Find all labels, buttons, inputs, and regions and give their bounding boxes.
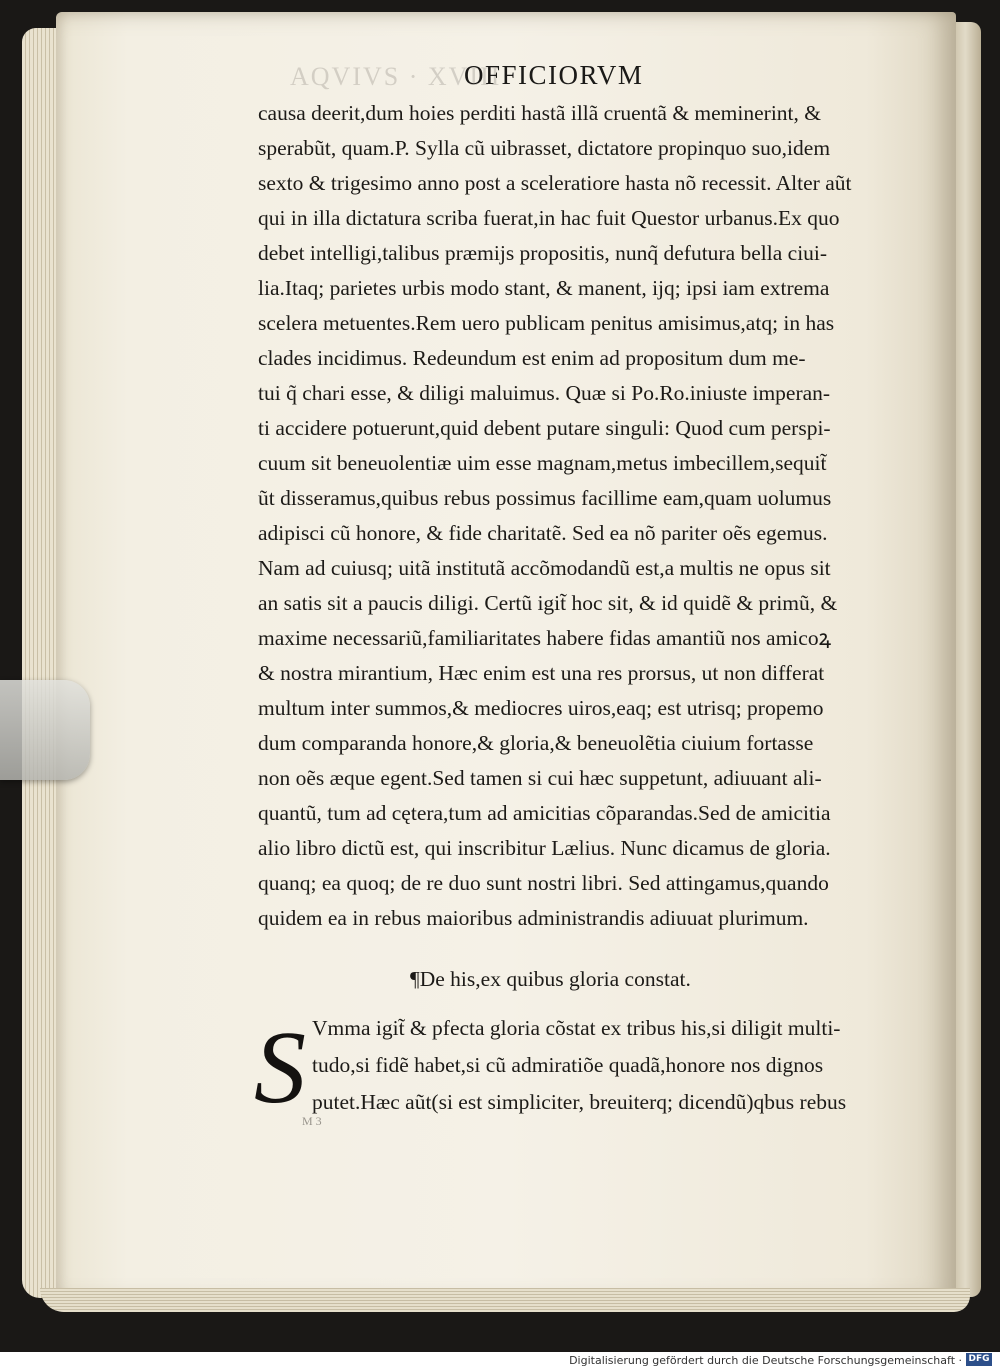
- decorated-initial: S: [254, 1010, 306, 1125]
- text-line: alio libro dictũ est, qui inscribitur Lælius. Nunc dicamus de gloria.: [258, 836, 831, 860]
- text-line: tui q̃ chari esse, & diligi maluimus. Quæ si Po.Ro.iniuste imperan-: [258, 381, 831, 405]
- text-line: quanq; ea quoq; de re duo sunt nostri libri. Sed attingamus,quando: [258, 871, 829, 895]
- text-line: sexto & trigesimo anno post a sceleratiore hasta nõ recessit. Alter aũt: [258, 171, 852, 195]
- text-line: Vmma igit̃ & pfecta gloria cõstat ex tribus his,si diligit multi-: [312, 1016, 841, 1040]
- bleed-through-heading: AQVIVS · XVIII: [290, 62, 502, 91]
- text-line: cuum sit beneuolentiæ uim esse magnam,metus imbecillem,sequit̃: [258, 451, 827, 475]
- body-text: [258, 96, 898, 936]
- text-line: ũt disseramus,quibus rebus possimus facillime eam,quam uolumus: [258, 486, 832, 510]
- text-line: multum inter summos,& mediocres uiros,eaq; est utrisq; propemo: [258, 696, 824, 720]
- text-line: adipisci cũ honore, & fide charitatẽ. Sed ea nõ pariter oẽs egemus.: [258, 521, 828, 545]
- text-line: debet intelligi,talibus præmijs propositis, nunq̃ defutura bella ciui-: [258, 241, 828, 265]
- text-line: qui in illa dictatura scriba fuerat,in hac fuit Questor urbanus.Ex quo: [258, 206, 840, 230]
- text-line: lia.Itaq; parietes urbis modo stant, & manent, ijq; ipsi iam extrema: [258, 276, 830, 300]
- footer-credit: Digitalisierung gefördert durch die Deutsche Forschungsgemeinschaft ·: [569, 1354, 962, 1367]
- text-line: maxime necessariũ,familiaritates habere fidas amantiũ nos amicoꝝ: [258, 626, 832, 650]
- text-line: dum comparanda honore,& gloria,& beneuolẽtia ciuium fortasse: [258, 731, 814, 755]
- section-heading: ¶De his,ex quibus gloria constat.: [410, 967, 691, 991]
- signature-mark: M 3: [302, 1114, 322, 1128]
- page-edge-right: [955, 22, 981, 1297]
- dfg-logo: DFG: [966, 1353, 992, 1366]
- text-line: clades incidimus. Redeundum est enim ad propositum dum me-: [258, 346, 806, 370]
- text-line: quantũ, tum ad cętera,tum ad amicitias cõparandas.Sed de amicitia: [258, 801, 831, 825]
- running-head: OFFICIORVM: [464, 60, 644, 90]
- text-line: & nostra mirantium, Hæc enim est una res prorsus, ut non differat: [258, 661, 825, 685]
- text-line: an satis sit a paucis diligi. Certũ igit̃ hoc sit, & id quidẽ & primũ, &: [258, 591, 838, 615]
- text-line: ti accidere potuerunt,quid debent putare singuli: Quod cum perspi-: [258, 416, 831, 440]
- text-line: scelera metuentes.Rem uero publicam penitus amisimus,atq; in has: [258, 311, 835, 335]
- text-line: tudo,si fidẽ habet,si cũ admiratiõe quadã,honore nos dignos: [312, 1053, 824, 1077]
- page-clip: [0, 680, 90, 780]
- text-line: putet.Hæc aũt(si est simpliciter, breuiterq; dicendũ)qbus rebus: [312, 1090, 847, 1114]
- text-line: sperabũt, quam.P. Sylla cũ uibrasset, dictatore propinquo suo,idem: [258, 136, 831, 160]
- text-line: non oẽs æque egent.Sed tamen si cui hæc suppetunt, adiuuant ali-: [258, 766, 822, 790]
- text-line: quidem ea in rebus maioribus administrandis adiuuat plurimum.: [258, 906, 809, 930]
- page-stack-bottom: [40, 1288, 970, 1312]
- text-line: causa deerit,dum hoies perditi hastã illã cruentã & meminerint, &: [258, 101, 821, 125]
- text-line: Nam ad cuiusq; uitã institutã accõmodandũ est,a multis ne opus sit: [258, 556, 831, 580]
- initial-paragraph: [312, 1010, 902, 1121]
